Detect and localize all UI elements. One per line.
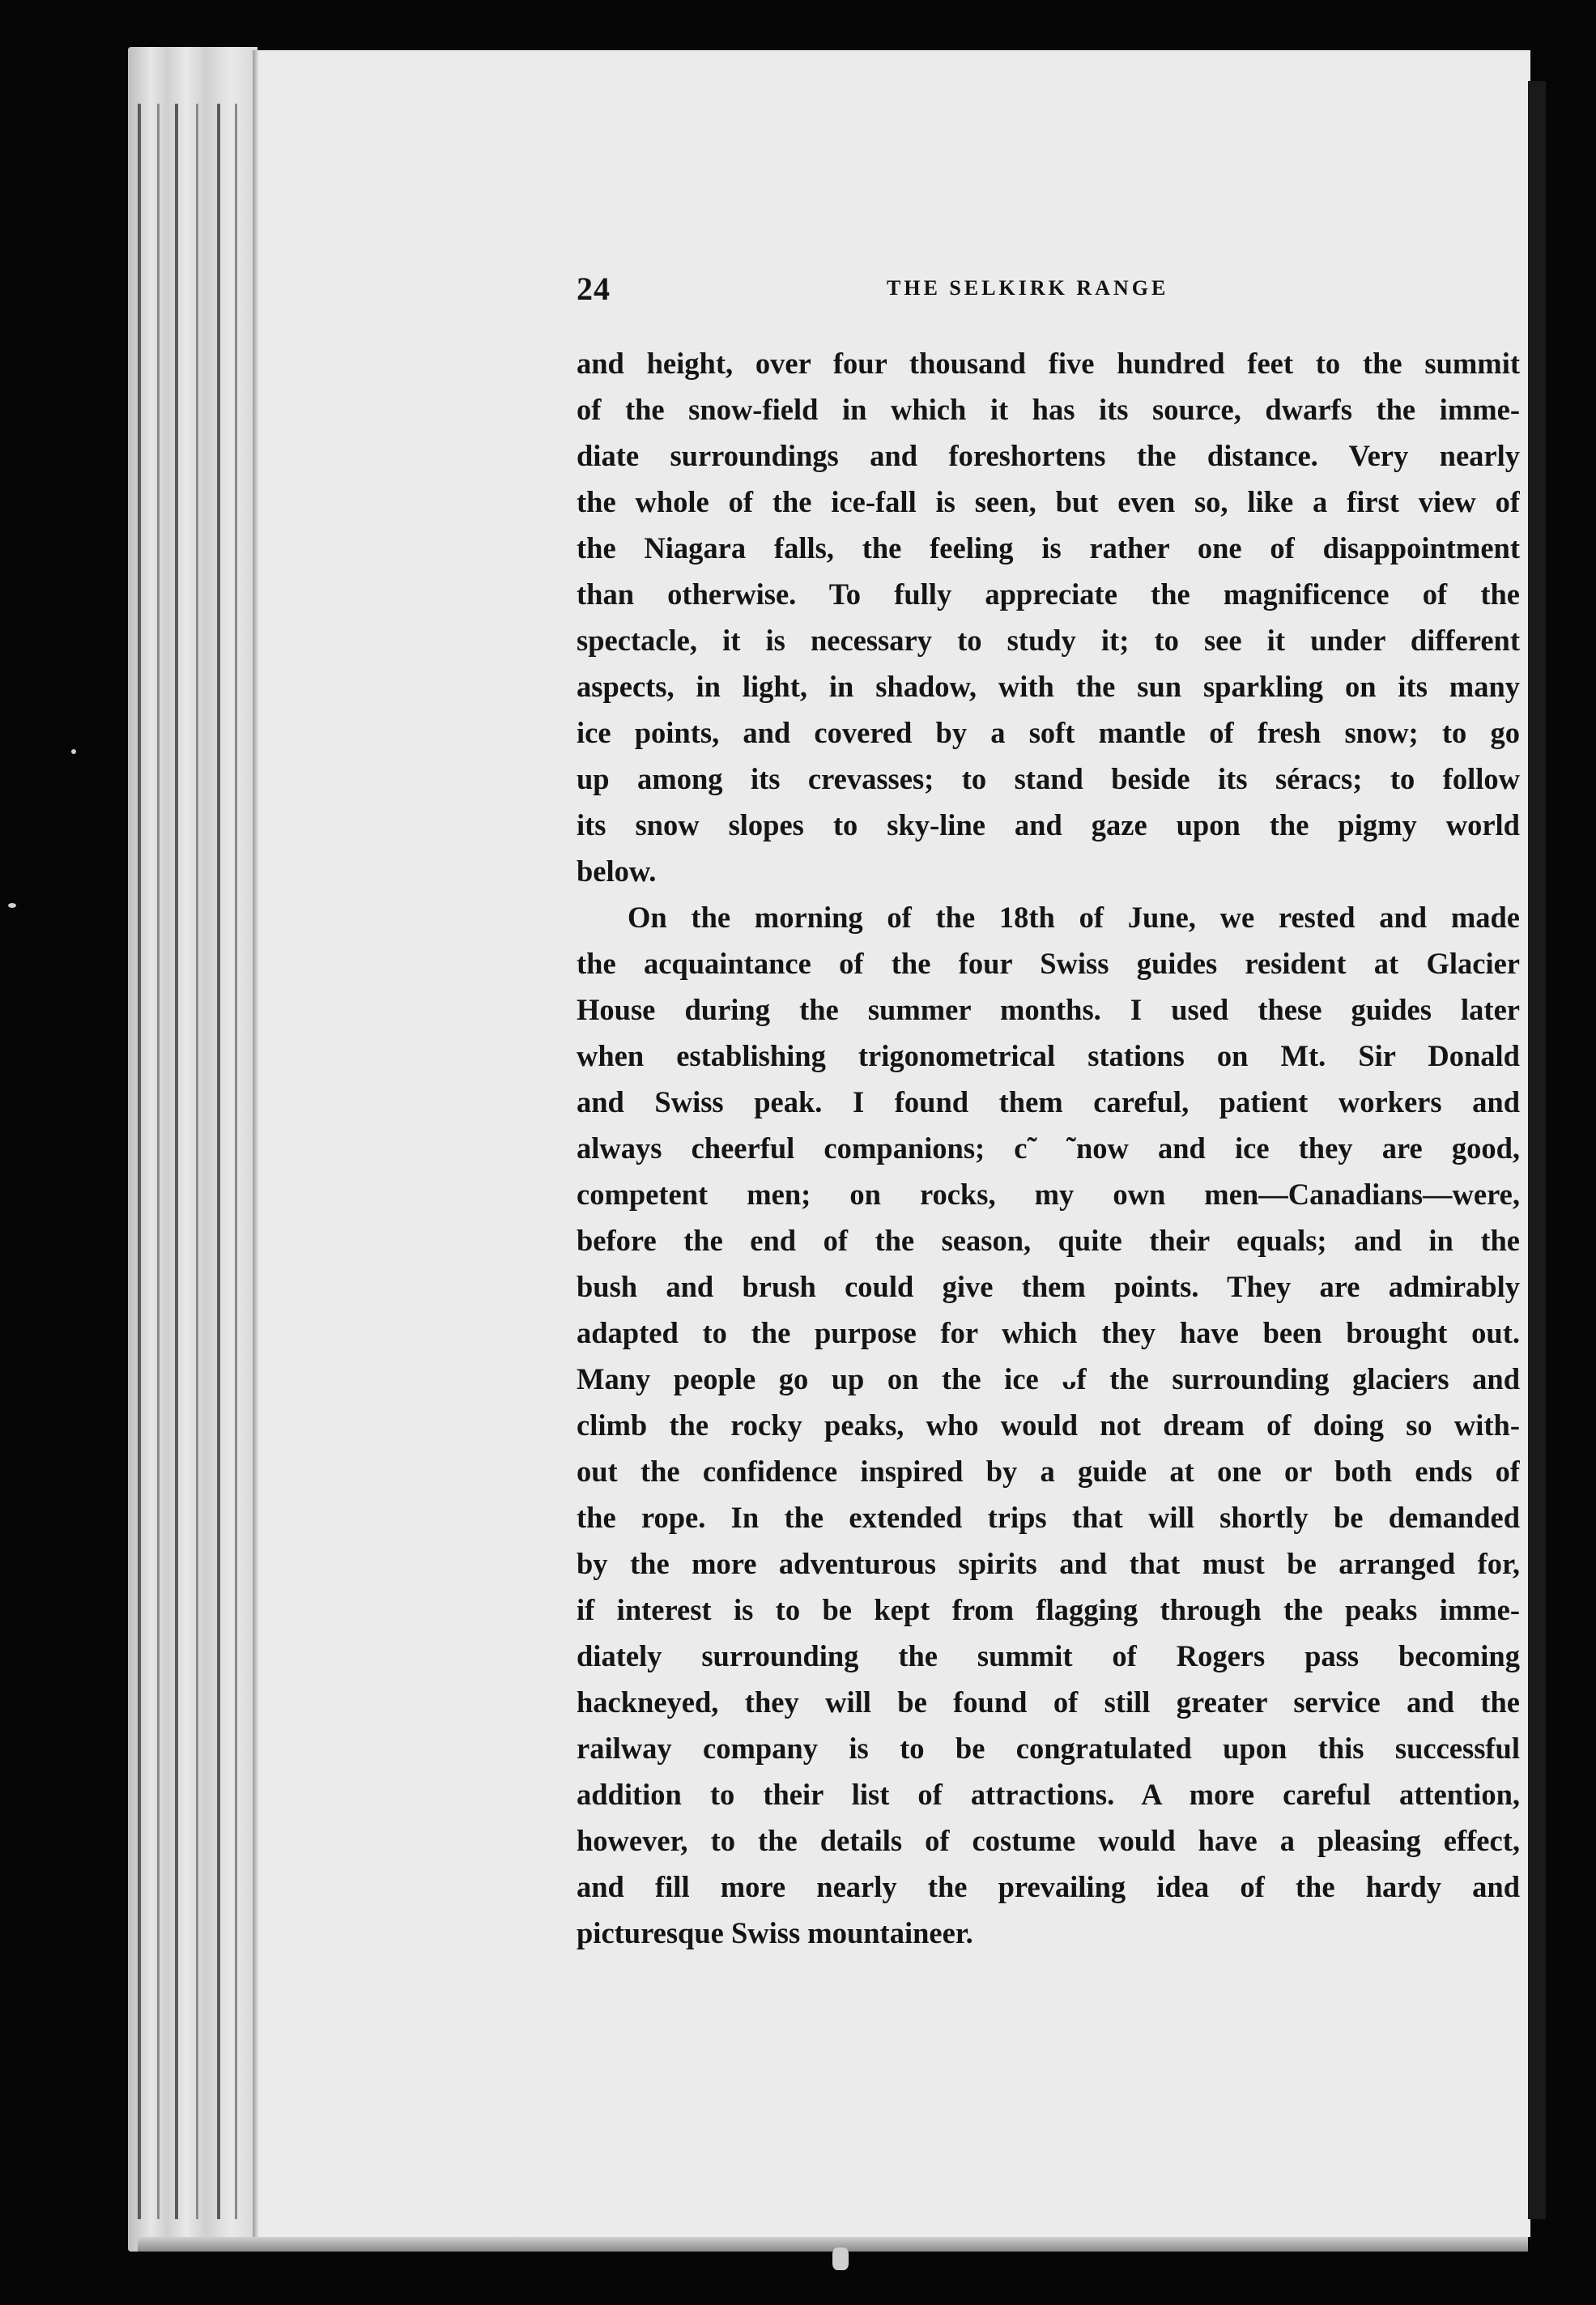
text-line: railway company is to be congratulated upon this successful <box>577 1732 1520 1765</box>
page-edge-line <box>138 104 141 2219</box>
text-line: competent men; on rocks, my own men—Canadians—were, <box>577 1178 1520 1211</box>
text-line: Many people go up on the ice ᴗf the surrounding glaciers and <box>577 1362 1520 1395</box>
text-line: diately surrounding the summit of Rogers pass becoming <box>577 1639 1520 1672</box>
scan-speck <box>832 2247 849 2270</box>
paragraph-end-line: picturesque Swiss mountaineer. <box>577 1916 973 1949</box>
text-line: ice points, and covered by a soft mantle of fresh snow; to go <box>577 716 1520 749</box>
running-title: THE SELKIRK RANGE <box>887 276 1169 300</box>
text-line: climb the rocky peaks, who would not dream of doing so with- <box>577 1408 1520 1442</box>
text-line: by the more adventurous spirits and that must be arranged for, <box>577 1547 1520 1580</box>
text-line: addition to their list of attractions. A more careful attention, <box>577 1778 1520 1811</box>
body-text <box>577 340 1520 1956</box>
text-line: the Niagara falls, the feeling is rather one of disappointment <box>577 531 1520 565</box>
text-line: of the snow-field in which it has its source, dwarfs the imme- <box>577 393 1520 426</box>
page-gutter-shadow <box>253 50 259 2237</box>
text-line: its snow slopes to sky-line and gaze upon the pigmy world <box>577 808 1520 841</box>
text-line: the acquaintance of the four Swiss guides resident at Glacier <box>577 947 1520 980</box>
text-line: out the confidence inspired by a guide at one or both ends of <box>577 1455 1520 1488</box>
text-line: aspects, in light, in shadow, with the sun sparkling on its many <box>577 670 1520 703</box>
text-line: if interest is to be kept from flagging through the peaks imme- <box>577 1593 1520 1626</box>
scan-speck <box>8 903 16 908</box>
page-edge-line <box>175 104 178 2219</box>
text-line: the rope. In the extended trips that will shortly be demanded <box>577 1501 1520 1534</box>
text-line: and Swiss peak. I found them careful, patient workers and <box>577 1085 1520 1118</box>
text-line: and height, over four thousand five hundred feet to the summit <box>577 347 1520 380</box>
text-line: hackneyed, they will be found of still greater service and the <box>577 1685 1520 1719</box>
text-line: always cheerful companions; c˜ ˜now and ice they are good, <box>577 1131 1520 1165</box>
running-head <box>577 270 1520 310</box>
text-line: spectacle, it is necessary to study it; to see it under different <box>577 624 1520 657</box>
page-number: 24 <box>577 271 611 307</box>
page-edge-line <box>217 104 220 2219</box>
page-edge-line <box>235 104 237 2219</box>
text-line: bush and brush could give them points. They are admirably <box>577 1270 1520 1303</box>
scan-speck <box>71 749 76 754</box>
page-edge-line <box>157 104 160 2219</box>
paragraph-end-line: below. <box>577 854 657 888</box>
text-line: before the end of the season, quite their equals; and in the <box>577 1224 1520 1257</box>
text-line: however, to the details of costume would have a pleasing effect, <box>577 1824 1520 1857</box>
text-line: diate surroundings and foreshortens the distance. Very nearly <box>577 439 1520 472</box>
page-edge-shading <box>128 47 257 2252</box>
text-line: and fill more nearly the prevailing idea of the hardy and <box>577 1870 1520 1903</box>
stacked-page-edges <box>128 47 257 2252</box>
text-line: adapted to the purpose for which they have been brought out. <box>577 1316 1520 1349</box>
page-right-edge <box>1528 81 1546 2219</box>
text-line: when establishing trigonometrical stations on Mt. Sir Donald <box>577 1039 1520 1072</box>
page-edge-line <box>196 104 198 2219</box>
text-line: House during the summer months. I used these guides later <box>577 993 1520 1026</box>
text-line: the whole of the ice-fall is seen, but even so, like a first view of <box>577 485 1520 518</box>
text-line: up among its crevasses; to stand beside its séracs; to follow <box>577 762 1520 795</box>
text-line: than otherwise. To fully appreciate the magnificence of the <box>577 577 1520 611</box>
paragraph-start-line: On the morning of the 18th of June, we rested and made <box>628 901 1520 934</box>
